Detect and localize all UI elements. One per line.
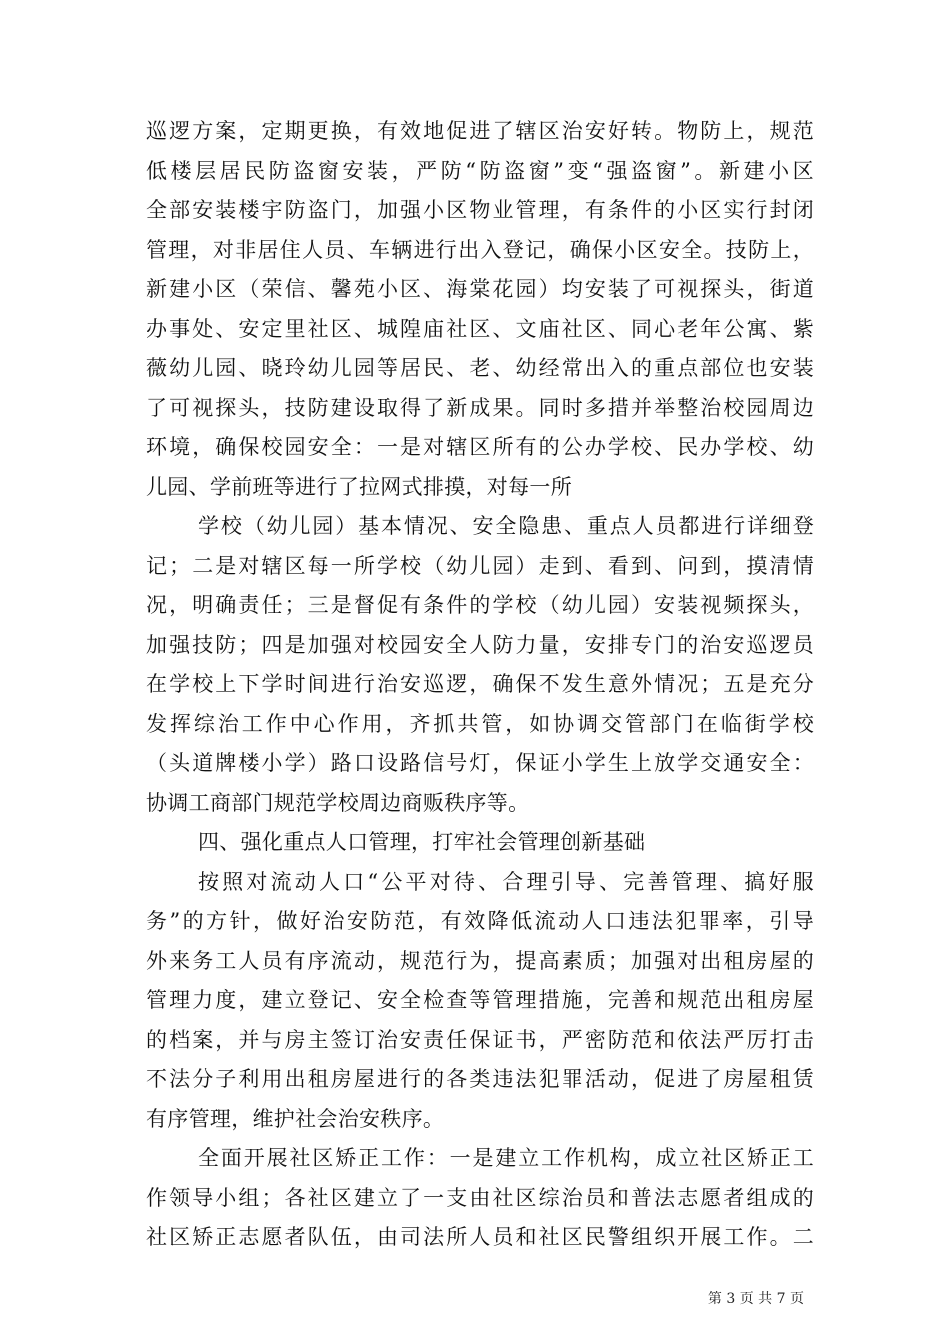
text-line: 薇幼儿园、晓玲幼儿园等居民、老、幼经常出入的重点部位也安装 <box>146 356 814 380</box>
page-number: 第 3 页 共 7 页 <box>707 1291 804 1307</box>
text-line: 巡逻方案，定期更换，有效地促进了辖区治安好转。物防上，规范 <box>146 119 814 143</box>
text-line: 在学校上下学时间进行治安巡逻，确保不发生意外情况；五是充分 <box>146 672 814 696</box>
paragraph-start-line: 按照对流动人口“公平对待、合理引导、完善管理、搞好服 <box>198 869 814 894</box>
text-line: 务”的方针，做好治安防范，有效降低流动人口违法犯罪率，引导 <box>146 909 814 933</box>
body-text <box>146 112 814 1258</box>
text-line: 协调工商部门规范学校周边商贩秩序等。 <box>146 790 530 815</box>
text-line: 管理力度，建立登记、安全检查等管理措施，完善和规范出租房屋 <box>146 988 814 1012</box>
text-line: 新建小区（荣信、馨苑小区、海棠花园）均安装了可视探头，街道 <box>146 277 814 301</box>
paragraph-start-line: 学校（幼儿园）基本情况、安全隐患、重点人员都进行详细登 <box>198 514 814 538</box>
text-line: 办事处、安定里社区、城隍庙社区、文庙社区、同心老年公寓、紫 <box>146 316 814 341</box>
text-line: 社区矫正志愿者队伍，由司法所人员和社区民警组织开展工作。二 <box>146 1225 814 1249</box>
text-line: 的档案，并与房主签订治安责任保证书，严密防范和依法严厉打击 <box>146 1027 814 1052</box>
text-line: 况，明确责任；三是督促有条件的学校（幼儿园）安装视频探头， <box>146 593 814 617</box>
text-line: 不法分子利用出租房屋进行的各类违法犯罪活动，促进了房屋租赁 <box>146 1067 814 1091</box>
text-line: 外来务工人员有序流动，规范行为，提高素质；加强对出租房屋的 <box>146 948 814 973</box>
text-line: （头道牌楼小学）路口设路信号灯，保证小学生上放学交通安全： <box>146 751 814 775</box>
text-line: 了可视探头，技防建设取得了新成果。同时多措并举整治校园周边 <box>146 395 814 420</box>
text-line: 儿园、学前班等进行了拉网式排摸，对每一所 <box>146 474 572 499</box>
paragraph-start-line: 全面开展社区矫正工作：一是建立工作机构，成立社区矫正工 <box>198 1146 814 1170</box>
text-line: 环境，确保校园安全：一是对辖区所有的公办学校、民办学校、幼 <box>146 435 814 459</box>
text-line: 发挥综治工作中心作用，齐抓共管，如协调交管部门在临街学校 <box>146 711 814 736</box>
section-heading: 四、强化重点人口管理，打牢社会管理创新基础 <box>198 830 646 854</box>
text-line: 全部安装楼宇防盗门，加强小区物业管理，有条件的小区实行封闭 <box>146 198 814 222</box>
text-line: 作领导小组；各社区建立了一支由社区综治员和普法志愿者组成的 <box>146 1185 814 1210</box>
text-line: 有序管理，维护社会治安秩序。 <box>146 1106 445 1131</box>
text-line: 低楼层居民防盗窗安装，严防“防盗窗”变“强盗窗”。新建小区 <box>146 158 814 183</box>
text-line: 加强技防；四是加强对校园安全人防力量，安排专门的治安巡逻员 <box>146 632 814 657</box>
text-line: 记；二是对辖区每一所学校（幼儿园）走到、看到、问到，摸清情 <box>146 553 814 578</box>
text-line: 管理，对非居住人员、车辆进行出入登记，确保小区安全。技防上， <box>146 237 814 262</box>
